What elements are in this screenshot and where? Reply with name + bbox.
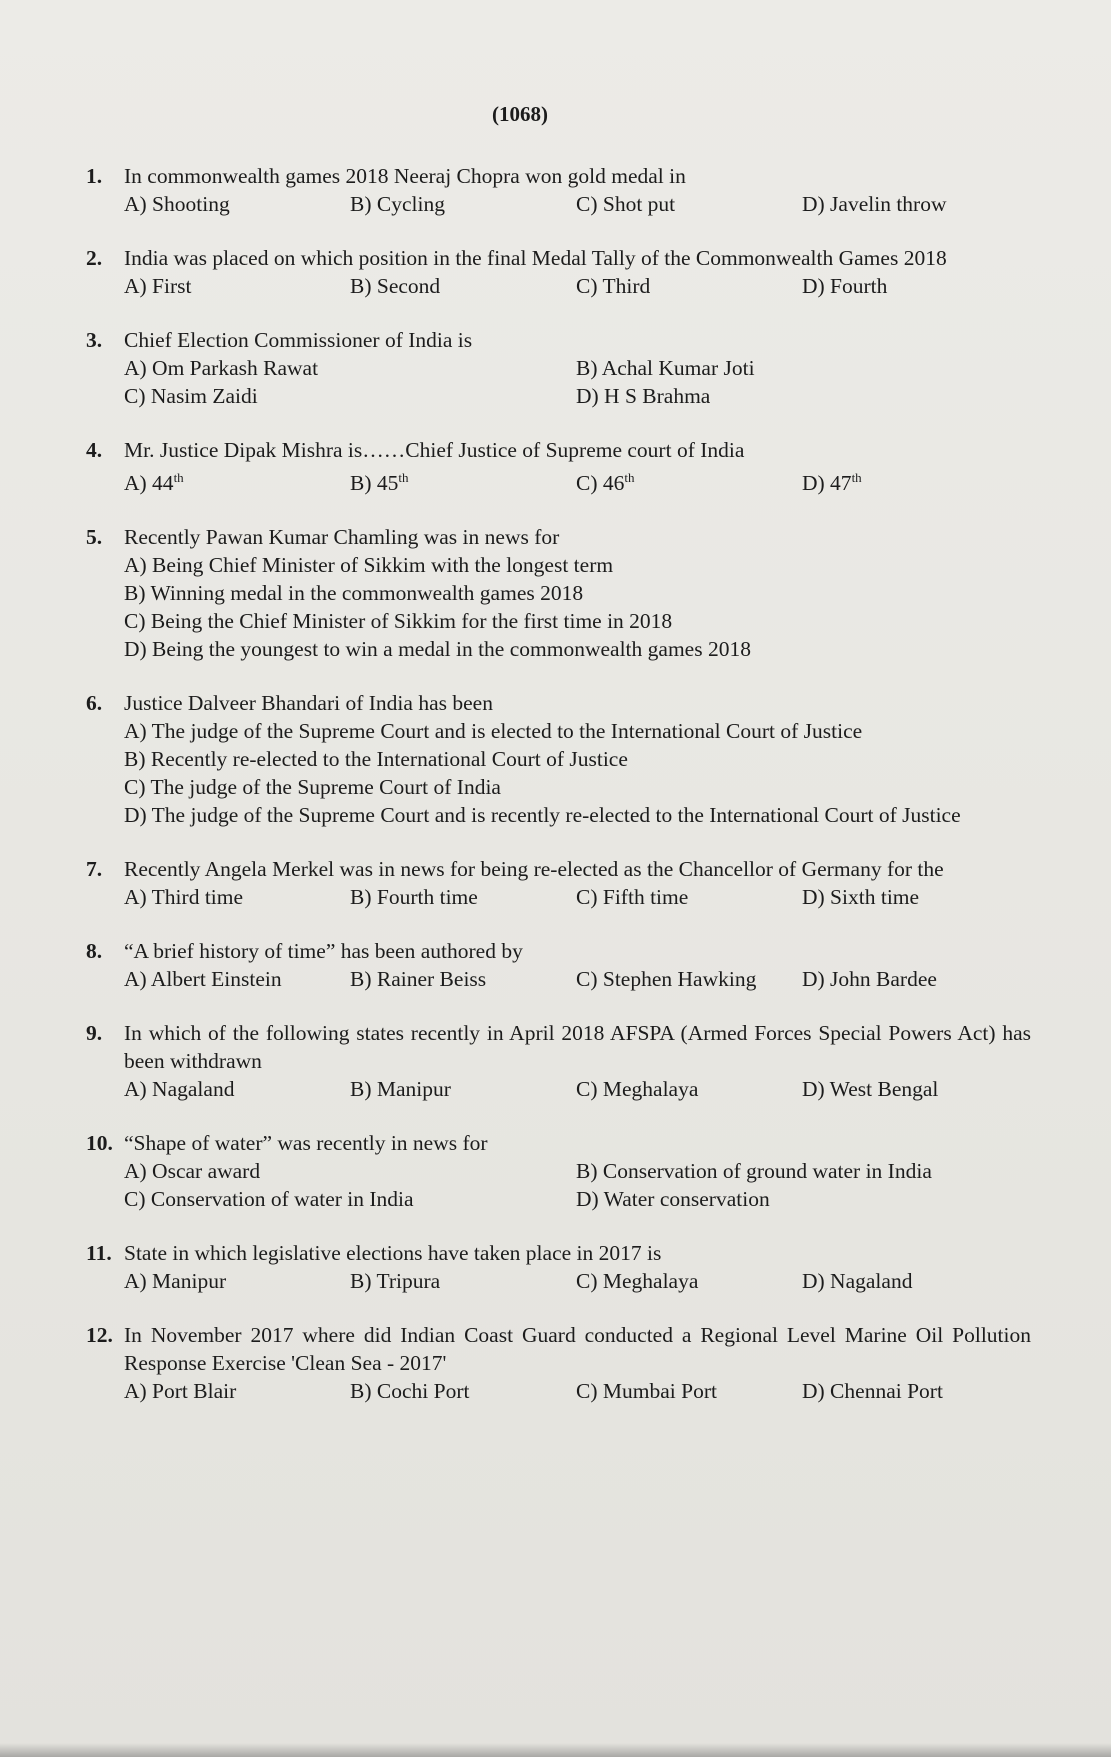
option-c: C) Shot put: [576, 192, 676, 216]
question-8: [86, 937, 1031, 993]
question-number: 8.: [86, 939, 103, 964]
question-text: Mr. Justice Dipak Mishra is……Chief Justice of Supreme court of India: [124, 438, 745, 462]
question-text: “Shape of water” was recently in news for: [124, 1131, 488, 1156]
option-d: D) Water conservation: [576, 1187, 770, 1212]
question-stem: [86, 1129, 1031, 1157]
option-c: C) 46th: [576, 470, 635, 496]
option-b: B) Cycling: [350, 192, 445, 216]
question-text: In which of the following states recently in April 2018 AFSPA (Armed Forces Special Powers Act) has been withdrawn: [124, 1021, 1031, 1074]
question-text: Recently Angela Merkel was in news for being re-elected as the Chancellor of Germany for the: [124, 857, 944, 882]
option-c: C) Stephen Hawking: [576, 967, 757, 992]
question-number: 10.: [86, 1131, 113, 1156]
question-4: [86, 436, 1031, 497]
option-a: A) Om Parkash Rawat: [124, 356, 319, 380]
question-7: [86, 855, 1031, 911]
option-b: B) 45th: [350, 470, 409, 496]
option-b: B) Winning medal in the commonwealth games 2018: [124, 581, 584, 606]
option-c: C) Fifth time: [576, 885, 689, 910]
question-10: [86, 1129, 1031, 1213]
option-a: A) Shooting: [124, 192, 230, 216]
options-group: [124, 464, 1031, 497]
options-group: [124, 717, 1031, 829]
question-number: 2.: [86, 246, 103, 270]
options-group: [124, 190, 1031, 218]
question-list: [86, 162, 1031, 1431]
option-c: C) Third: [576, 274, 651, 298]
question-number: 1.: [86, 164, 103, 188]
option-a: A) Being Chief Minister of Sikkim with the longest term: [124, 553, 614, 578]
question-text: Chief Election Commissioner of India is: [124, 328, 473, 352]
option-c: C) Meghalaya: [576, 1077, 699, 1102]
option-a: A) Oscar award: [124, 1159, 261, 1184]
options-group: [124, 965, 1031, 993]
option-a: A) Nagaland: [124, 1077, 235, 1102]
option-d: D) Javelin throw: [802, 192, 947, 216]
question-text: “A brief history of time” has been authored by: [124, 939, 523, 964]
question-number: 4.: [86, 438, 103, 462]
option-b: B) Fourth time: [350, 885, 478, 910]
question-stem: [86, 436, 1031, 464]
option-b: B) Manipur: [350, 1077, 451, 1102]
option-d: D) Being the youngest to win a medal in the commonwealth games 2018: [124, 637, 751, 662]
options-group: [124, 1267, 1031, 1295]
question-2: [86, 244, 1031, 300]
question-number: 7.: [86, 857, 103, 882]
option-d: D) 47th: [802, 470, 862, 496]
question-number: 11.: [86, 1241, 112, 1266]
question-stem: [86, 1321, 1031, 1377]
question-stem: [86, 937, 1031, 965]
options-group: [124, 883, 1031, 911]
question-3: [86, 326, 1031, 410]
question-stem: [86, 1019, 1031, 1075]
question-number: 5.: [86, 525, 103, 550]
option-d: D) Chennai Port: [802, 1379, 943, 1404]
option-c: C) Meghalaya: [576, 1269, 699, 1294]
option-b: B) Achal Kumar Joti: [576, 356, 755, 380]
option-a: A) Port Blair: [124, 1379, 237, 1404]
question-text: In November 2017 where did Indian Coast Guard conducted a Regional Level Marine Oil Pollution Response Exercise 'Clean Sea - 2017': [124, 1323, 1031, 1376]
question-stem: [86, 523, 1031, 551]
question-stem: [86, 689, 1031, 717]
option-a: A) Albert Einstein: [124, 967, 282, 992]
option-c: C) Mumbai Port: [576, 1379, 717, 1404]
question-stem: [86, 326, 1031, 354]
option-a: A) 44th: [124, 470, 184, 496]
option-b: B) Recently re-elected to the International Court of Justice: [124, 747, 628, 772]
option-c: C) Being the Chief Minister of Sikkim for the first time in 2018: [124, 609, 673, 634]
question-text: In commonwealth games 2018 Neeraj Chopra won gold medal in: [124, 164, 686, 188]
options-group: [124, 272, 1031, 300]
option-a: A) The judge of the Supreme Court and is elected to the International Court of Justice: [124, 719, 863, 744]
question-11: [86, 1239, 1031, 1295]
question-number: 3.: [86, 328, 103, 352]
question-12: [86, 1321, 1031, 1405]
question-stem: [86, 855, 1031, 883]
question-number: 9.: [86, 1021, 103, 1046]
scan-edge-shadow: [0, 1743, 1111, 1757]
option-c: C) The judge of the Supreme Court of India: [124, 775, 501, 800]
option-c: C) Conservation of water in India: [124, 1187, 414, 1212]
question-5: [86, 523, 1031, 663]
option-d: D) Fourth: [802, 274, 888, 298]
question-6: [86, 689, 1031, 829]
question-text: Recently Pawan Kumar Chamling was in news for: [124, 525, 560, 550]
option-d: D) John Bardee: [802, 967, 937, 992]
option-a: A) Third time: [124, 885, 244, 910]
question-stem: [86, 162, 1031, 190]
option-d: D) H S Brahma: [576, 384, 711, 408]
option-d: D) The judge of the Supreme Court and is recently re-elected to the International Court of Justice: [124, 803, 961, 828]
options-group: [124, 354, 1031, 410]
question-text: India was placed on which position in the final Medal Tally of the Commonwealth Games 2018: [124, 246, 947, 270]
option-c: C) Nasim Zaidi: [124, 384, 258, 408]
option-b: B) Tripura: [350, 1269, 441, 1294]
option-b: B) Rainer Beiss: [350, 967, 487, 992]
question-number: 12.: [86, 1323, 113, 1348]
question-number: 6.: [86, 691, 103, 716]
options-group: [124, 551, 1031, 663]
option-a: A) First: [124, 274, 192, 298]
option-a: A) Manipur: [124, 1269, 227, 1294]
options-group: [124, 1157, 1031, 1213]
option-d: D) Nagaland: [802, 1269, 913, 1294]
question-stem: [86, 244, 1031, 272]
options-group: [124, 1075, 1031, 1103]
question-text: State in which legislative elections have taken place in 2017 is: [124, 1241, 662, 1266]
paper-code: (1068): [492, 102, 548, 126]
option-d: D) Sixth time: [802, 885, 920, 910]
options-group: [124, 1377, 1031, 1405]
question-stem: [86, 1239, 1031, 1267]
question-1: [86, 162, 1031, 218]
option-b: B) Cochi Port: [350, 1379, 470, 1404]
question-9: [86, 1019, 1031, 1103]
option-d: D) West Bengal: [802, 1077, 939, 1102]
question-text: Justice Dalveer Bhandari of India has been: [124, 691, 493, 716]
option-b: B) Second: [350, 274, 441, 298]
option-b: B) Conservation of ground water in India: [576, 1159, 932, 1184]
